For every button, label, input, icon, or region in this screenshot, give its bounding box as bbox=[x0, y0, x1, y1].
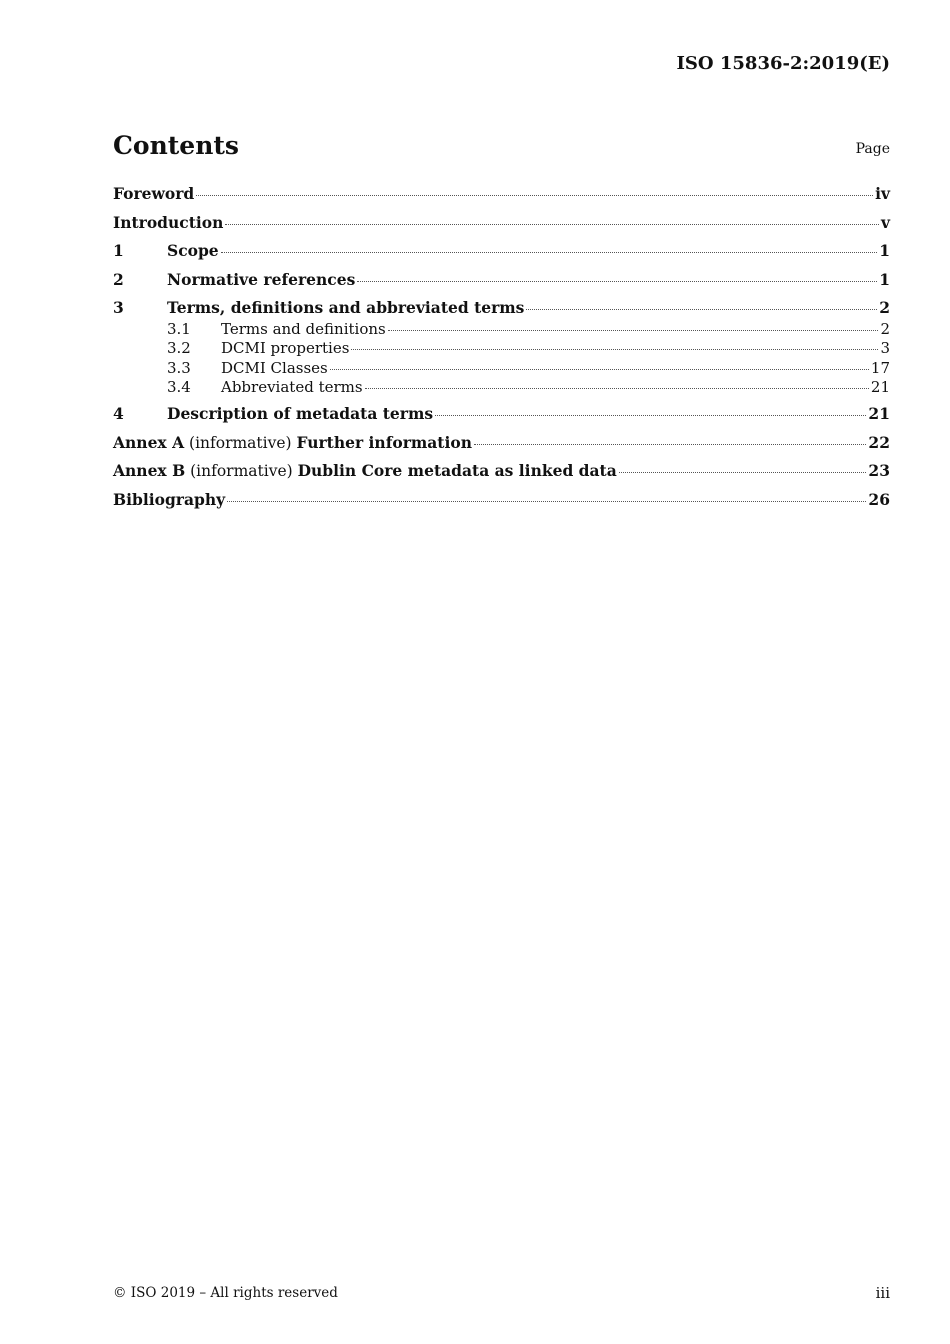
annex-note: (informative) bbox=[185, 462, 298, 481]
toc-entry-page: 23 bbox=[868, 461, 890, 481]
toc-entry-page: 17 bbox=[870, 358, 890, 377]
dot-leader bbox=[365, 387, 869, 389]
toc-entry-page: v bbox=[880, 212, 890, 232]
toc-entry-annex-a[interactable] bbox=[113, 433, 890, 455]
toc-entry-bibliography[interactable] bbox=[113, 490, 890, 512]
toc-entry-title: Introduction bbox=[113, 212, 224, 232]
toc-entry-title: Terms, definitions and abbreviated terms bbox=[167, 298, 525, 317]
toc-entry-page: 2 bbox=[880, 320, 890, 338]
toc-entry-page: 21 bbox=[868, 404, 890, 424]
dot-leader bbox=[357, 280, 877, 282]
toc-entry-number: 3.3 bbox=[167, 358, 191, 377]
footer-page-number: iii bbox=[875, 1284, 890, 1302]
dot-leader bbox=[619, 471, 867, 473]
toc-subentry-abbreviated-terms[interactable] bbox=[113, 378, 890, 397]
dot-leader bbox=[388, 329, 879, 331]
annex-label: Annex A bbox=[113, 432, 185, 452]
footer-copyright: © ISO 2019 – All rights reserved bbox=[113, 1285, 338, 1301]
dot-leader bbox=[526, 308, 877, 310]
toc-entry-title bbox=[113, 433, 472, 452]
toc-entry-terms[interactable] bbox=[113, 298, 890, 320]
dot-leader bbox=[435, 414, 866, 416]
toc-entry-description-of-metadata-terms[interactable] bbox=[113, 404, 890, 426]
toc-entry-number: 3.1 bbox=[167, 320, 191, 338]
dot-leader bbox=[225, 223, 879, 225]
toc-entry-page: 22 bbox=[868, 432, 890, 452]
toc-entry-normative-references[interactable] bbox=[113, 270, 890, 292]
toc-entry-number: 3 bbox=[113, 298, 124, 317]
toc-subentry-dcmi-properties[interactable] bbox=[113, 339, 890, 358]
toc-entry-page: 21 bbox=[870, 377, 890, 396]
annex-label: Annex B bbox=[113, 461, 186, 481]
dot-leader bbox=[196, 194, 873, 196]
page-column-label: Page bbox=[855, 141, 890, 157]
dot-leader bbox=[227, 500, 866, 502]
toc-entry-title: DCMI Classes bbox=[221, 358, 328, 377]
page-title: Contents bbox=[113, 131, 240, 160]
toc-entry-number: 3.4 bbox=[167, 377, 191, 396]
annex-title: Dublin Core metadata as linked data bbox=[297, 461, 617, 481]
toc-entry-page: 1 bbox=[879, 269, 890, 289]
toc-entry-title: Bibliography bbox=[113, 489, 226, 509]
toc-entry-number: 2 bbox=[113, 269, 124, 289]
toc-entry-introduction[interactable] bbox=[113, 213, 890, 235]
dot-leader bbox=[221, 251, 878, 253]
dot-leader bbox=[351, 348, 878, 350]
dot-leader bbox=[330, 368, 869, 370]
dot-leader bbox=[474, 443, 866, 445]
toc-entry-title bbox=[113, 461, 617, 480]
annex-note: (informative) bbox=[184, 433, 297, 452]
toc-entry-title: Foreword bbox=[113, 184, 195, 203]
toc-entry-title: Terms and definitions bbox=[221, 320, 386, 338]
toc-entry-title: Normative references bbox=[167, 269, 356, 289]
toc-entry-annex-b[interactable] bbox=[113, 461, 890, 483]
toc-entry-page: iv bbox=[875, 184, 890, 203]
toc-entry-number: 3.2 bbox=[167, 339, 191, 358]
toc-subentry-terms-and-definitions[interactable] bbox=[113, 320, 890, 339]
toc-entry-title: Abbreviated terms bbox=[221, 377, 363, 396]
toc-entry-title: Description of metadata terms bbox=[167, 404, 434, 424]
toc-entry-page: 2 bbox=[879, 298, 890, 317]
toc-entry-scope[interactable] bbox=[113, 241, 890, 263]
toc-entry-number: 1 bbox=[113, 241, 124, 260]
toc-entry-page: 3 bbox=[880, 339, 890, 358]
annex-title: Further information bbox=[296, 432, 472, 452]
toc-entry-page: 1 bbox=[879, 241, 890, 260]
toc-entry-title: Scope bbox=[167, 241, 219, 260]
toc-entry-page: 26 bbox=[868, 489, 890, 509]
toc-subentry-dcmi-classes[interactable] bbox=[113, 359, 890, 378]
toc-entry-title: DCMI properties bbox=[221, 339, 350, 358]
document-id: ISO 15836-2:2019(E) bbox=[676, 53, 890, 74]
table-of-contents bbox=[113, 184, 890, 518]
toc-entry-number: 4 bbox=[113, 404, 124, 424]
toc-entry-foreword[interactable] bbox=[113, 184, 890, 206]
